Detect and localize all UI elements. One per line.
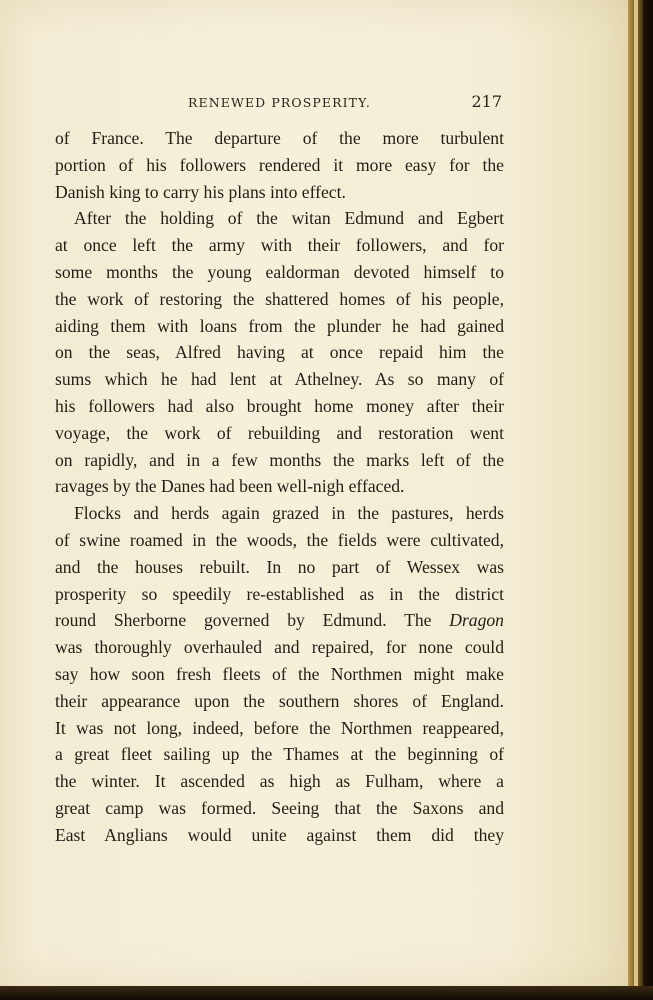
text-line: Flocks and herds again grazed in the pastures, herds	[74, 503, 504, 524]
text-line: their appearance upon the southern shores of England.	[55, 690, 504, 711]
running-head: RENEWED PROSPERITY.	[188, 95, 371, 110]
text-line: aiding them with loans from the plunder he had gained	[55, 315, 504, 336]
text-line: sums which he had lent at Athelney. As so many of	[55, 369, 504, 390]
bottom-shadow	[0, 986, 653, 1000]
text-line: After the holding of the witan Edmund and Egbert	[74, 208, 504, 229]
text-line: at once left the army with their followers, and for	[55, 235, 504, 256]
text-line: of swine roamed in the woods, the fields were cultivated,	[55, 529, 504, 550]
body-text	[55, 125, 504, 849]
text-line: the work of restoring the shattered homes of his people,	[55, 288, 504, 309]
text-line: his followers had also brought home money after their	[55, 395, 504, 416]
ship-name: Dragon	[449, 610, 504, 631]
book-spine-shadow	[643, 0, 653, 992]
text-line: on the seas, Alfred having at once repaid him the	[55, 342, 504, 363]
text-line: was thoroughly overhauled and repaired, for none could	[55, 637, 504, 658]
text-line: a great fleet sailing up the Thames at the beginning of	[55, 744, 504, 765]
text-line: prosperity so speedily re-established as in the district	[55, 583, 504, 604]
text-line: the winter. It ascended as high as Fulham, where a	[55, 771, 504, 792]
text-line: East Anglians would unite against them did they	[55, 824, 504, 845]
text-line: on rapidly, and in a few months the marks left of the	[55, 449, 504, 470]
text-line: of France. The departure of the more turbulent	[55, 128, 504, 148]
text-line: portion of his followers rendered it more easy for the	[55, 154, 504, 175]
text-line: ravages by the Danes had been well-nigh effaced.	[55, 476, 405, 497]
text-line-with-ship-name	[55, 607, 504, 634]
text-line: voyage, the work of rebuilding and restoration went	[55, 422, 504, 443]
text-line: and the houses rebuilt. In no part of Wessex was	[55, 556, 504, 577]
page-header	[188, 92, 504, 114]
text-line: some months the young ealdorman devoted himself to	[55, 261, 504, 282]
page-number: 217	[471, 92, 502, 111]
text-line: It was not long, indeed, before the Northmen reappeared,	[55, 717, 504, 738]
text-fragment: round Sherborne governed by Edmund. The	[55, 610, 432, 631]
text-line: say how soon fresh fleets of the Northmen might make	[55, 663, 504, 684]
text-line: Danish king to carry his plans into effect.	[55, 181, 346, 202]
text-line: great camp was formed. Seeing that the Saxons and	[55, 797, 504, 818]
